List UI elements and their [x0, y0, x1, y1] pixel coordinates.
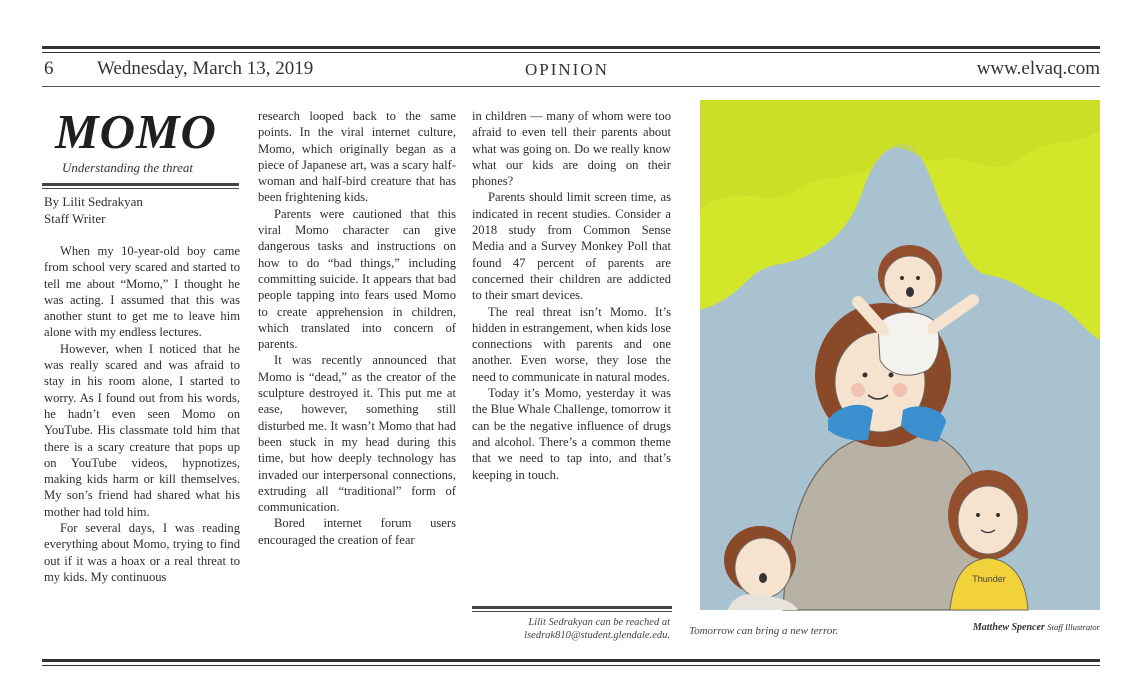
contact-email: lsedrak810@student.glendale.edu. [524, 630, 670, 641]
paragraph-continued: in children — many of whom were too afraid to even tell their parents about what was going on. Do we really know what our kids are doing on their phones? [472, 109, 671, 189]
header-rule-top [42, 46, 1100, 49]
baby-mouth [906, 287, 914, 297]
byline-rule-thick [42, 183, 239, 186]
mother-cheek-left [851, 383, 865, 397]
mother-cheek-right [893, 383, 907, 397]
byline-name: By Lilit Sedrakyan [44, 194, 143, 209]
illustration-caption: Tomorrow can bring a new terror. [689, 625, 839, 637]
paragraph: Today it’s Momo, yesterday it was the Blue Whale Challenge, tomorrow it can be the negative influence of drugs and alcohol. There’s a common theme that we need to tap into, and that’s keeping in touch. [472, 386, 671, 482]
byline-role: Staff Writer [44, 211, 106, 226]
page-number: 6 [44, 58, 54, 79]
contact-rule-thin [472, 611, 672, 612]
footer-rule-thin [42, 665, 1100, 666]
paragraph: Parents were cautioned that this viral Momo character can give dangerous tasks and instructions on how to do “bad things,” including committing suicide. It appears that bad people tapping into fears used Momo to create apprehension in children, which translated into concern of parents. [258, 206, 456, 352]
paragraph: Parents should limit screen time, as indicated in recent studies. Consider a 2018 study from Common Sense Media and a Survey Monkey Poll that found 47 percent of parents are concerned their children are addicted to their smart devices. [472, 190, 671, 303]
header-rule-bottom [42, 86, 1100, 87]
author-contact [472, 616, 670, 642]
girl-shirt-text: Thunder [972, 574, 1006, 584]
contact-line: Lilit Sedrakyan can be reached at [528, 617, 670, 628]
baby-body [878, 312, 939, 375]
illustration-credit [973, 622, 1100, 633]
girl-eye-right [996, 513, 1000, 517]
paragraph: When my 10-year-old boy came from school very scared and started to tell me about “Momo,” I thought he was acting. I assumed that this was another stunt to get me to leave him alone with my endless lectures. [44, 244, 240, 340]
subheadline: Understanding the threat [62, 160, 193, 175]
paragraph: However, when I noticed that he was really scared and was afraid to stay in his room alone, I started to worry. As I found out from his words, he hadn’t even seen Momo on YouTube. His classmate told him that there is a scary creature that pops up on YouTube videos, hypnotizes, making kids harm or kill themselves. My son’s friend had shared what his mother had told him. [44, 341, 240, 519]
paragraph-continued: research looped back to the same points. In the viral internet culture, Momo, which originally began as a piece of Japanese art, was a scary half-woman and half-bird creature that has been frightening kids. [258, 109, 456, 205]
paragraph: The real threat isn’t Momo. It’s hidden in estrangement, when kids lose connections with parents and one another. Even worse, they lose the need to communicate in natural modes. [472, 304, 671, 384]
mother-eye-left [863, 373, 868, 378]
site-url: www.elvaq.com [976, 58, 1100, 79]
mother-eye-right [889, 373, 894, 378]
headline: MOMO [55, 104, 217, 159]
baby-eye-right [916, 276, 920, 280]
byline [44, 193, 143, 227]
section-label: OPINION [525, 60, 609, 79]
baby-eye-left [900, 276, 904, 280]
footer-rule-thick [42, 659, 1100, 662]
article-column-1 [44, 243, 240, 585]
girl-face [958, 486, 1018, 554]
credit-role: Staff Illustrator [1047, 622, 1100, 632]
page-date: Wednesday, March 13, 2019 [97, 58, 314, 79]
girl-eye-left [976, 513, 980, 517]
byline-rule-thin [42, 188, 239, 189]
credit-name: Matthew Spencer [972, 622, 1045, 633]
header-rule-thin [42, 52, 1100, 53]
boy-face [735, 538, 791, 598]
paragraph: Bored internet forum users encouraged the creation of fear [258, 516, 456, 547]
watercolor-illustration [688, 90, 1100, 620]
article-column-2 [258, 108, 456, 548]
paragraph: It was recently announced that Momo is “dead,” as the creator of the sculpture destroyed it. This put me at ease, however, something still disturbed me. It wasn’t Momo that had been stuck in my head during this time, but how deeply technology has invaded our interpersonal connections, extruding all “traditional” form of communication. [258, 353, 456, 515]
baby-face [884, 256, 936, 308]
boy-mouth [759, 573, 767, 583]
paragraph: For several days, I was reading everything about Momo, trying to find out if it was a hoax or a real threat to my kids. My continuous [44, 521, 240, 584]
article-column-3 [472, 108, 671, 483]
contact-rule-thick [472, 606, 672, 609]
